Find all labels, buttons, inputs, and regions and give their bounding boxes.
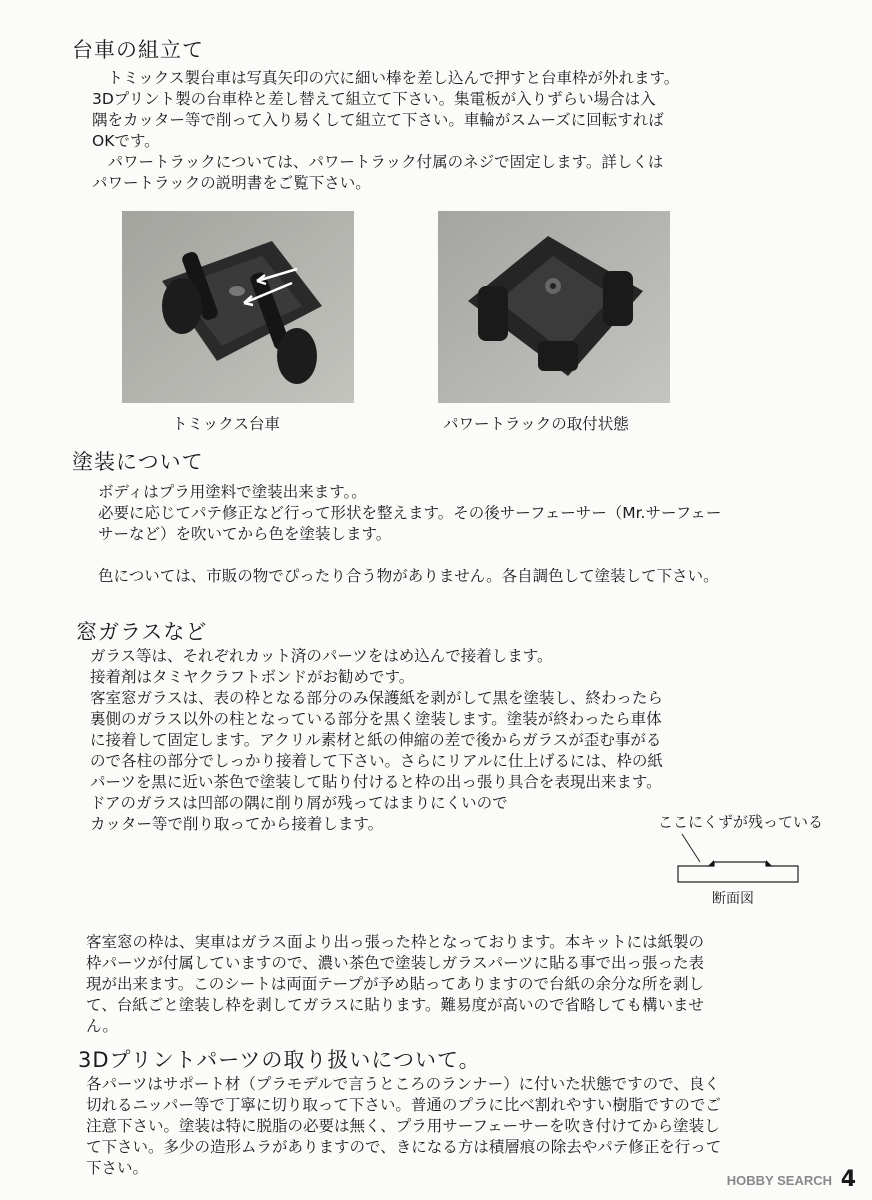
diagram-caption: 断面図 — [712, 891, 754, 907]
text-line: ので各柱の部分でしっかり接着して下さい。さらにリアルに仕上げるには、枠の紙 — [90, 752, 663, 770]
text-line: サーなど）を吹いてから色を塗装します。 — [98, 525, 392, 543]
bogie-text — [92, 68, 679, 194]
text-line: 現が出来ます。このシートは両面テープが予め貼ってありますので台紙の余分な所を剥し — [86, 975, 704, 993]
text-line: に接着して固定します。アクリル素材と紙の伸縮の差で後からガラスが歪む事がる — [90, 731, 662, 749]
heading-bogie: 台車の組立て — [72, 38, 204, 62]
caption-tomix: トミックス台車 — [172, 415, 281, 433]
text-line: 裏側のガラス以外の柱となっている部分を黒く塗装します。塗装が終わったら車体 — [90, 710, 662, 728]
text-line: 枠パーツが付属していますので、濃い茶色で塗装しガラスパーツに貼る事で出っ張った表 — [86, 954, 704, 972]
photo-power-truck — [438, 211, 670, 403]
photo-tomix-bogie — [122, 211, 354, 403]
heading-3d-print: 3Dプリントパーツの取り扱いについて。 — [78, 1048, 481, 1072]
print3d-text — [86, 1074, 721, 1179]
text-line: て、台紙ごと塗装し枠を剥してガラスに貼ります。難易度が高いので省略しても構いませ — [86, 996, 704, 1014]
glass-text — [90, 646, 663, 835]
heading-painting: 塗装について — [72, 450, 204, 474]
text-line: ガラス等は、それぞれカット済のパーツをはめ込んで接着します。 — [90, 647, 553, 665]
page-number: 4 — [840, 1167, 856, 1192]
text-line: 3Dプリント製の台車枠と差し替えて組立て下さい。集電板が入りずらい場合は入 — [92, 90, 656, 108]
text-line: ん。 — [86, 1017, 118, 1035]
text-line: 客室窓の枠は、実車はガラス面より出っ張った枠となっております。本キットには紙製の — [86, 933, 704, 951]
text-line: 下さい。 — [86, 1159, 149, 1177]
text-line: 客室窓ガラスは、表の枠となる部分のみ保護紙を剥がして黒を塗装し、終わったら — [90, 689, 663, 707]
text-line: 必要に応じてパテ修正など行って形状を整えます。その後サーフェーサー（Mr.サーフェー — [98, 504, 722, 522]
text-line: ドアのガラスは凹部の隅に削り屑が残ってはまりにくいので — [90, 794, 508, 812]
text-line: 接着剤はタミヤクラフトボンドがお勧めです。 — [90, 668, 415, 686]
heading-glass: 窓ガラスなど — [76, 620, 208, 644]
diagram-label: ここにくずが残っている — [658, 813, 824, 831]
text-line: パワートラックについては、パワートラック付属のネジで固定します。詳しくは — [92, 153, 664, 171]
text-line: パーツを黒に近い茶色で塗装して貼り付けると枠の出っ張り具合を表現出来ます。 — [90, 773, 662, 791]
text-line: パワートラックの説明書をご覧下さい。 — [92, 174, 371, 192]
text-line: OKです。 — [92, 132, 160, 150]
hobby-search-logo: HOBBY SEARCH — [726, 1173, 832, 1188]
text-line: 切れるニッパー等で丁寧に切り取って下さい。普通のプラに比べ割れやすい樹脂ですのでご — [86, 1096, 721, 1114]
cross-section-diagram — [670, 832, 810, 888]
painting-text — [98, 482, 721, 587]
text-line: カッター等で削り取ってから接着します。 — [90, 815, 384, 833]
text-line: ボディはプラ用塗料で塗装出来ます。。 — [98, 483, 367, 501]
text-line: 注意下さい。塗装は特に脱脂の必要は無く、プラ用サーフェーサーを吹き付けてから塗装し — [86, 1117, 720, 1135]
text-line: トミックス製台車は写真矢印の穴に細い棒を差し込んで押すと台車枠が外れます。 — [92, 69, 680, 87]
glass-text-2 — [86, 932, 704, 1037]
text-line: て下さい。多少の造形ムラがありますので、きになる方は積層痕の除去やパテ修正を行って — [86, 1138, 722, 1156]
caption-power-truck: パワートラックの取付状態 — [443, 415, 629, 433]
text-line: 隅をカッター等で削って入り易くして組立て下さい。車輪がスムーズに回転すれば — [92, 111, 664, 129]
text-line — [98, 545, 721, 566]
text-line: 各パーツはサポート材（プラモデルで言うところのランナー）に付いた状態ですので、良く — [86, 1075, 720, 1093]
text-line: 色については、市販の物でぴったり合う物がありません。各自調色して塗装して下さい。 — [98, 567, 719, 585]
